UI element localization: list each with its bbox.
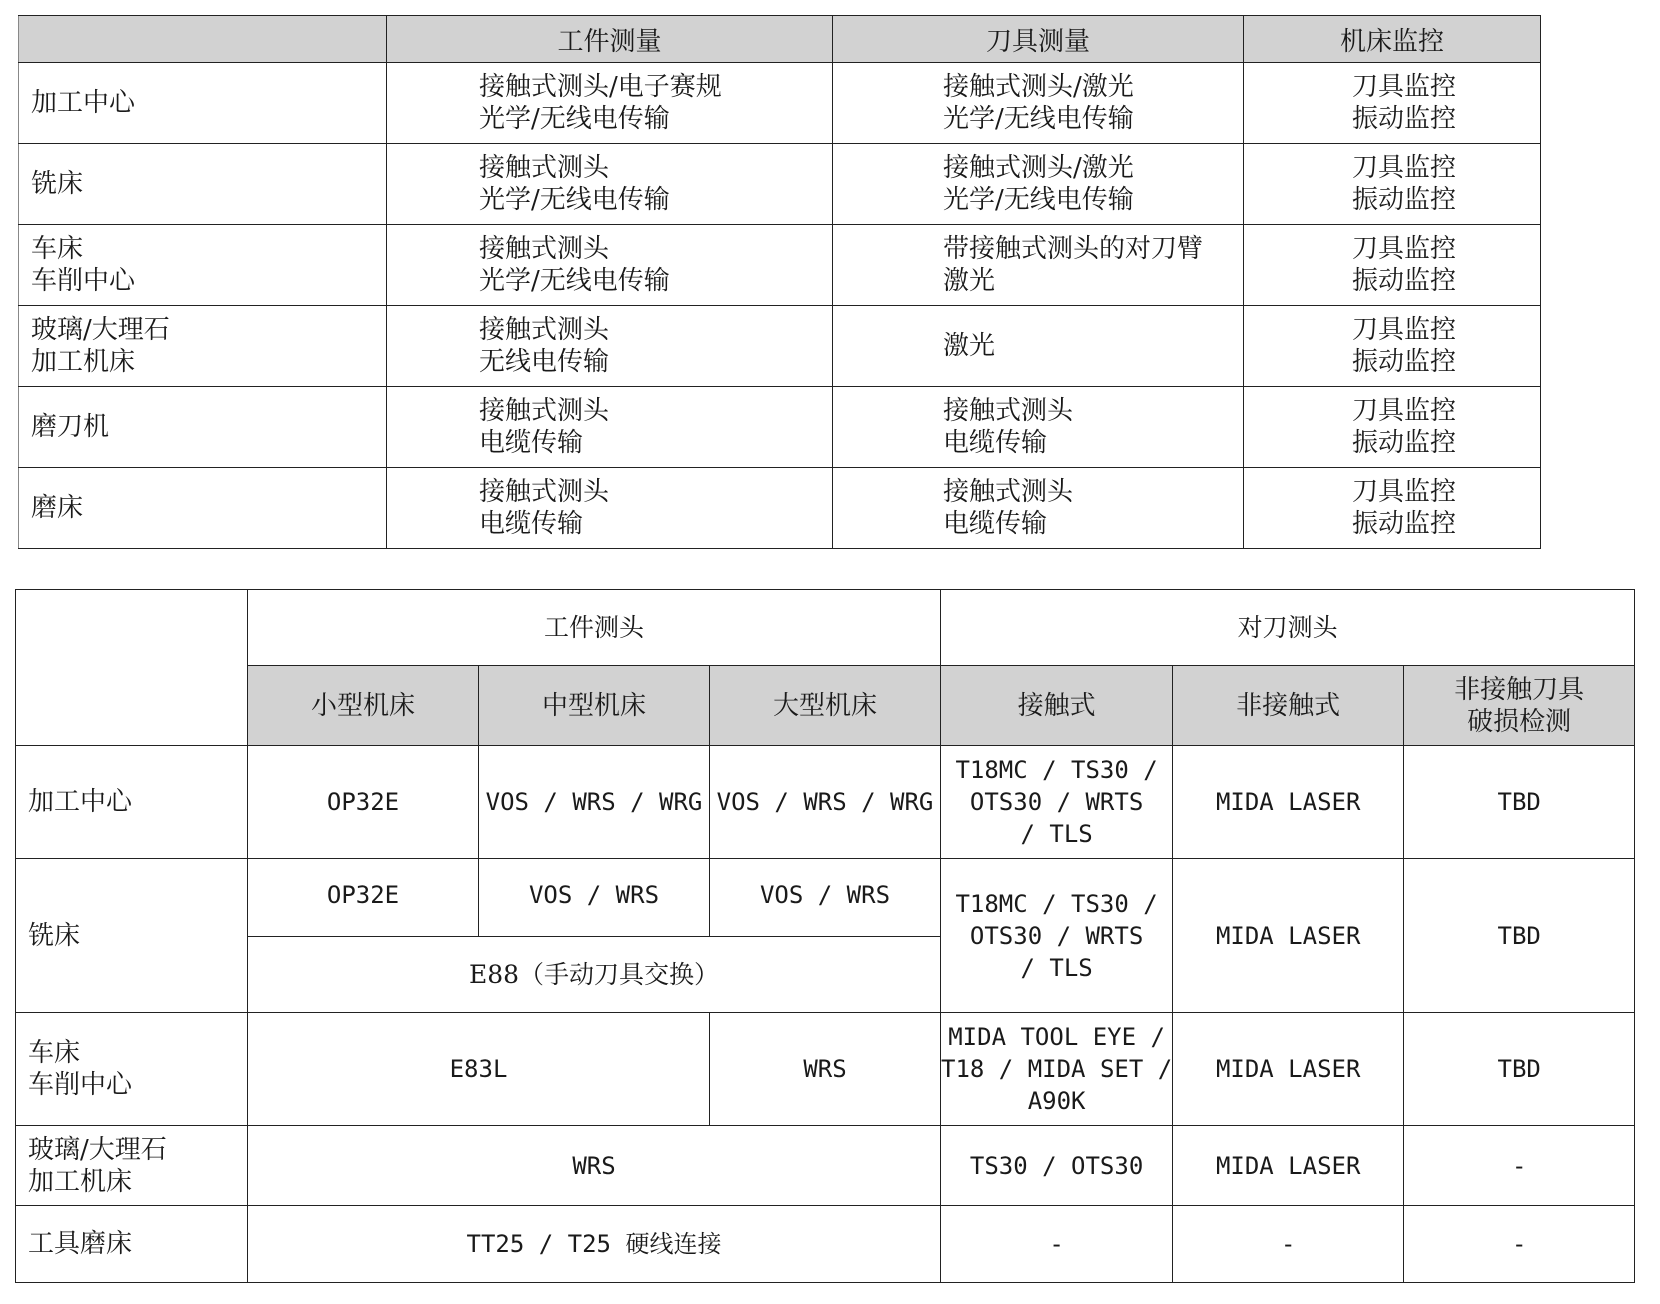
cell-line: 振动监控 xyxy=(1352,509,1457,539)
row-label-line: 加工中心 xyxy=(31,88,136,118)
contact-cell: TS30 / OTS30 xyxy=(941,1126,1173,1206)
row-label xyxy=(19,225,387,306)
cell-line: 光学/无线电传输 xyxy=(479,185,670,215)
header-breakage-detection xyxy=(1404,666,1635,746)
header-small-machine: 小型机床 xyxy=(248,666,479,746)
table2-row xyxy=(16,1126,1635,1206)
medium-machine-cell: VOS / WRS xyxy=(479,859,710,937)
row-label-line: 铣床 xyxy=(31,169,84,199)
row-label-line: 车削中心 xyxy=(28,1070,133,1100)
cell-line: T18MC / TS30 / xyxy=(955,889,1158,918)
table1-row xyxy=(19,144,1541,225)
probe-selection-table xyxy=(15,589,1635,1283)
monitor-cell xyxy=(1244,468,1541,549)
cell-line: 振动监控 xyxy=(1352,347,1457,377)
header-tool-probe: 对刀测头 xyxy=(941,590,1635,666)
workpiece-probe-cell: TT25 / T25 硬线连接 xyxy=(248,1206,941,1283)
cell-line: 刀具监控 xyxy=(1352,396,1457,426)
row-label xyxy=(16,1126,248,1206)
medium-machine-cell: VOS / WRS / WRG xyxy=(479,746,710,859)
manual-tool-change-cell: E88（手动刀具交换） xyxy=(248,937,941,1013)
monitor-cell xyxy=(1244,63,1541,144)
cell-line: OTS30 / WRTS xyxy=(969,921,1144,950)
tool-cell xyxy=(833,63,1244,144)
table1-row xyxy=(19,225,1541,306)
header-contact: 接触式 xyxy=(941,666,1173,746)
small-medium-machine-cell: E83L xyxy=(248,1013,710,1126)
cell-line: 接触式测头 xyxy=(479,315,610,345)
cell-line: 激光 xyxy=(943,266,996,296)
header-medium-machine: 中型机床 xyxy=(479,666,710,746)
table1-header-blank xyxy=(19,16,387,63)
tool-cell xyxy=(833,306,1244,387)
cell-line: 接触式测头 xyxy=(479,153,610,183)
non-contact-cell: - xyxy=(1173,1206,1404,1283)
breakage-cell: - xyxy=(1404,1206,1635,1283)
cell-line: / TLS xyxy=(1020,820,1093,848)
cell-line: 接触式测头 xyxy=(479,477,610,507)
workpiece-cell xyxy=(387,63,833,144)
table1-header-row xyxy=(19,16,1541,63)
cell-line: 接触式测头/电子赛规 xyxy=(479,72,722,102)
breakage-cell: TBD xyxy=(1404,746,1635,859)
table1-row xyxy=(19,468,1541,549)
cell-line: 刀具监控 xyxy=(1352,153,1457,183)
tool-cell xyxy=(833,225,1244,306)
header-workpiece-probe: 工件测头 xyxy=(248,590,941,666)
table1-header-workpiece: 工件测量 xyxy=(387,16,833,63)
row-label xyxy=(16,1206,248,1283)
table2-row xyxy=(16,1013,1635,1126)
large-machine-cell: WRS xyxy=(710,1013,941,1126)
header-non-contact: 非接触式 xyxy=(1173,666,1404,746)
row-label-line: 车削中心 xyxy=(31,266,136,296)
cell-line: T18 / MIDA SET / xyxy=(941,1055,1173,1083)
breakage-cell: - xyxy=(1404,1126,1635,1206)
table2-row xyxy=(16,1206,1635,1283)
cell-line: 电缆传输 xyxy=(479,428,584,458)
cell-line: 振动监控 xyxy=(1352,266,1457,296)
row-label-line: 玻璃/大理石 xyxy=(28,1134,167,1165)
monitor-cell xyxy=(1244,306,1541,387)
row-label xyxy=(16,1013,248,1126)
contact-cell: - xyxy=(941,1206,1173,1283)
cell-line: 光学/无线电传输 xyxy=(479,266,670,296)
workpiece-cell xyxy=(387,387,833,468)
row-label-line: 加工机床 xyxy=(31,347,136,377)
cell-line: 接触式测头/激光 xyxy=(943,72,1134,102)
row-label-line: 车床 xyxy=(28,1038,81,1068)
machine-measurement-table xyxy=(18,15,1541,549)
cell-line: 振动监控 xyxy=(1352,104,1457,134)
small-machine-cell: OP32E xyxy=(248,746,479,859)
row-label xyxy=(19,144,387,225)
table2-sub-header-row xyxy=(16,666,1635,746)
row-label xyxy=(19,306,387,387)
monitor-cell xyxy=(1244,225,1541,306)
non-contact-cell: MIDA LASER xyxy=(1173,746,1404,859)
table2-header-blank xyxy=(16,590,248,746)
breakage-cell: TBD xyxy=(1404,1013,1635,1126)
header-line: 破损检测 xyxy=(1467,706,1572,737)
cell-line: 光学/无线电传输 xyxy=(943,185,1134,215)
non-contact-cell: MIDA LASER xyxy=(1173,1126,1404,1206)
table1-row xyxy=(19,306,1541,387)
cell-line: 接触式测头/激光 xyxy=(943,153,1134,183)
large-machine-cell: VOS / WRS / WRG xyxy=(710,746,941,859)
header-line: 非接触刀具 xyxy=(1454,674,1585,705)
contact-cell xyxy=(941,859,1173,1013)
cell-line: 接触式测头 xyxy=(943,477,1074,507)
row-label-line: 玻璃/大理石 xyxy=(31,315,170,345)
tool-cell xyxy=(833,144,1244,225)
cell-line: 刀具监控 xyxy=(1352,72,1457,102)
cell-line: 激光 xyxy=(943,331,996,361)
row-label xyxy=(16,746,248,859)
cell-line: 光学/无线电传输 xyxy=(943,104,1134,134)
workpiece-probe-cell: WRS xyxy=(248,1126,941,1206)
workpiece-cell xyxy=(387,306,833,387)
non-contact-cell: MIDA LASER xyxy=(1173,859,1404,1013)
contact-cell xyxy=(941,1013,1173,1126)
small-machine-cell: OP32E xyxy=(248,859,479,937)
row-label xyxy=(16,859,248,1013)
row-label-line: 磨床 xyxy=(31,493,84,523)
table1-row xyxy=(19,63,1541,144)
breakage-cell: TBD xyxy=(1404,859,1635,1013)
cell-line: 接触式测头 xyxy=(943,396,1074,426)
table2-row xyxy=(16,746,1635,859)
cell-line: 刀具监控 xyxy=(1352,477,1457,507)
monitor-cell xyxy=(1244,144,1541,225)
cell-line: OTS30 / WRTS xyxy=(969,788,1144,816)
row-label-line: 磨刀机 xyxy=(31,412,110,442)
cell-line: 振动监控 xyxy=(1352,185,1457,215)
cell-line: 电缆传输 xyxy=(943,428,1048,458)
cell-line: 电缆传输 xyxy=(943,509,1048,539)
cell-line: 带接触式测头的对刀臂 xyxy=(943,234,1204,264)
cell-line: 无线电传输 xyxy=(479,347,610,377)
cell-line: 光学/无线电传输 xyxy=(479,104,670,134)
cell-line: 振动监控 xyxy=(1352,428,1457,458)
table1-header-tool: 刀具测量 xyxy=(833,16,1244,63)
cell-line: 接触式测头 xyxy=(479,234,610,264)
tool-cell xyxy=(833,387,1244,468)
row-label-line: 铣床 xyxy=(28,920,81,951)
monitor-cell xyxy=(1244,387,1541,468)
row-label xyxy=(19,387,387,468)
cell-line: 刀具监控 xyxy=(1352,234,1457,264)
table1-row xyxy=(19,387,1541,468)
row-label xyxy=(19,63,387,144)
workpiece-cell xyxy=(387,225,833,306)
cell-line: 刀具监控 xyxy=(1352,315,1457,345)
contact-cell xyxy=(941,746,1173,859)
table1-header-monitor: 机床监控 xyxy=(1244,16,1541,63)
tool-cell xyxy=(833,468,1244,549)
cell-line: 电缆传输 xyxy=(479,509,584,539)
cell-line: 接触式测头 xyxy=(479,396,610,426)
non-contact-cell: MIDA LASER xyxy=(1173,1013,1404,1126)
table2-group-header-row xyxy=(16,590,1635,666)
cell-line: A90K xyxy=(1027,1087,1086,1115)
workpiece-cell xyxy=(387,468,833,549)
cell-line: MIDA TOOL EYE / xyxy=(948,1023,1165,1051)
row-label-line: 加工机床 xyxy=(28,1166,133,1197)
large-machine-cell: VOS / WRS xyxy=(710,859,941,937)
header-large-machine: 大型机床 xyxy=(710,666,941,746)
cell-line: / TLS xyxy=(1020,953,1093,982)
cell-line: T18MC / TS30 / xyxy=(955,756,1158,784)
workpiece-cell xyxy=(387,144,833,225)
table2-row xyxy=(16,859,1635,937)
row-label-line: 加工中心 xyxy=(28,787,133,817)
row-label xyxy=(19,468,387,549)
row-label-line: 工具磨床 xyxy=(28,1229,133,1259)
row-label-line: 车床 xyxy=(31,234,84,264)
